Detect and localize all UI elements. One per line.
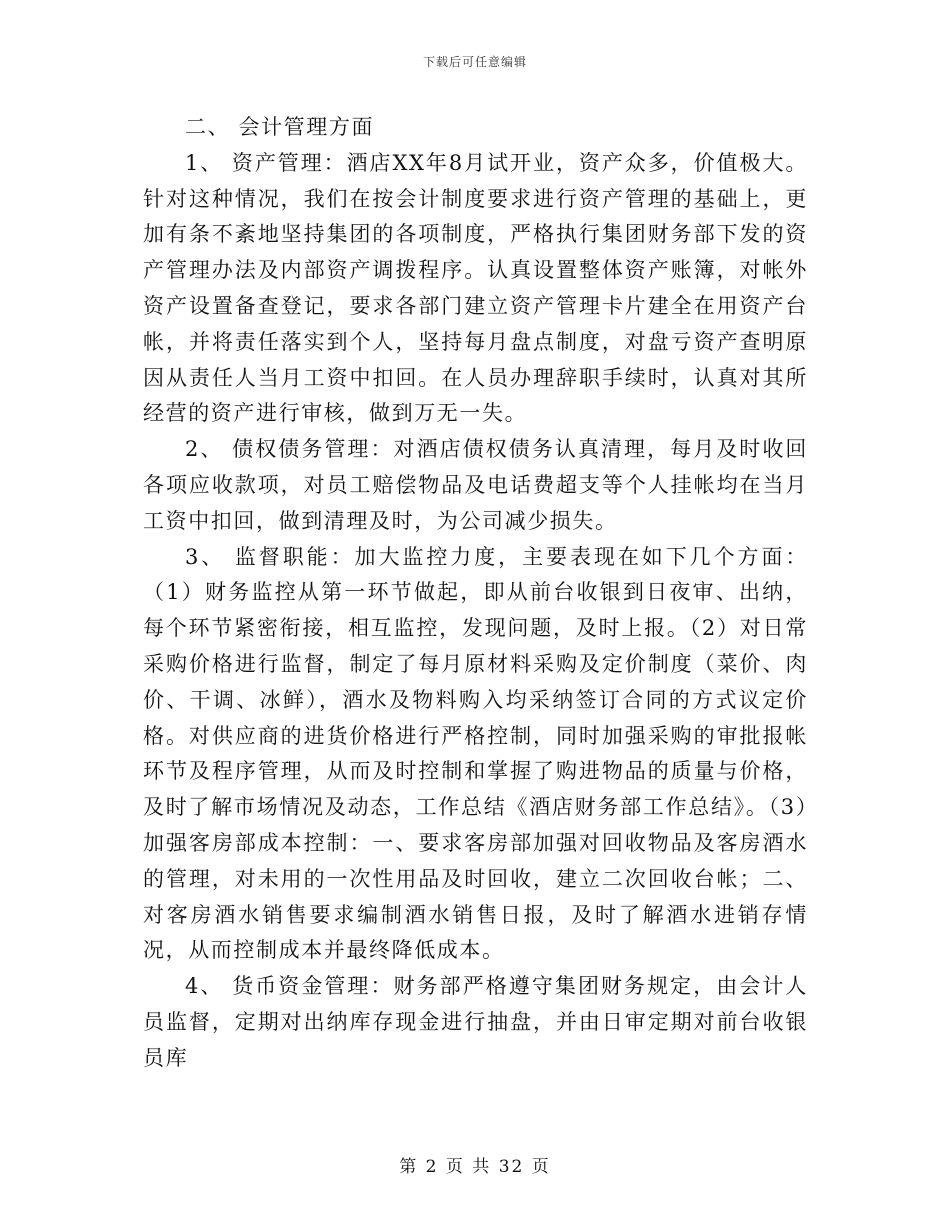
paragraph-cash-management: 4、 货币资金管理：财务部严格遵守集团财务规定，由会计人员监督，定期对出纳库存现金进行抽盘，并由日审定期对前台收银员库 — [143, 974, 808, 1070]
paragraph-debt-management: 2、 债权债务管理：对酒店债权债务认真清理，每月及时收回各项应收款项，对员工赔偿物品及电话费超支等个人挂帐均在当月工资中扣回，做到清理及时，为公司减少损失。 — [143, 437, 808, 533]
paragraph-asset-management: 1、 资产管理：酒店XX年8月试开业，资产众多，价值极大。针对这种情况，我们在按会计制度要求进行资产管理的基础上，更加有条不紊地坚持集团的各项制度，严格执行集团财务部下发的资产管理办法及内部资产调拨程序。认真设置整体资产账簿，对帐外资产设置备查登记，要求各部门建立资产管理卡片建全在用资产台帐，并将责任落实到个人，坚持每月盘点制度，对盘亏资产查明原因从责任人当月工资中扣回。在人员办理辞职手续时，认真对其所经营的资产进行审核，做到万无一失。 — [143, 150, 808, 426]
header-note: 下载后可任意编辑 — [422, 55, 527, 69]
document-body — [143, 110, 808, 1077]
section-heading: 二、 会计管理方面 — [185, 115, 375, 139]
page-number: 第 2 页 共 32 页 — [399, 1157, 551, 1177]
paragraph-supervision: 3、 监督职能：加大监控力度，主要表现在如下几个方面：（1）财务监控从第一环节做起，即从前台收银到日夜审、出纳，每个环节紧密衔接，相互监控，发现问题，及时上报。（2）对日常采购价格进行监督，制定了每月原材料采购及定价制度（菜价、肉价、干调、冰鲜），酒水及物料购入均采纳签订合同的方式议定价格。对供应商的进货价格进行严格控制，同时加强采购的审批报帐环节及程序管理，从而及时控制和掌握了购进物品的质量与价格，及时了解市场情况及动态，工作总结《酒店财务部工作总结》。（3）加强客房部成本控制：一、要求客房部加强对回收物品及客房酒水的管理，对未用的一次性用品及时回收，建立二次回收台帐；二、对客房酒水销售要求编制酒水销售日报，及时了解酒水进销存情况，从而控制成本并最终降低成本。 — [143, 544, 808, 963]
